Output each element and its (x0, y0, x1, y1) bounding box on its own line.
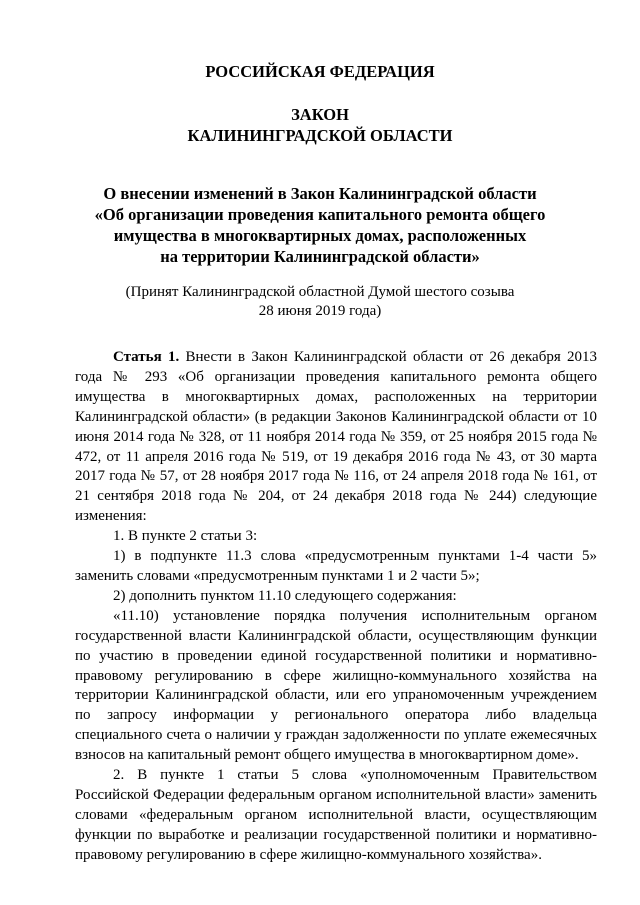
article-label: Статья 1. (113, 349, 180, 365)
article-1-text: Внести в Закон Калининградской области от 26 декабря 2013 года № 293 «Об организации проведения капитального ремонта общего имущества в многоквартирных домах, расположенных на территории Калининградской области» (в редакции Законов Калининградской области от 10 июня 2014 года № 328, от 11 ноября 2014 года № 359, от 25 ноября 2015 года № 472, от 11 апреля 2016 года № 519, от 19 декабря 2016 года № 43, от 30 марта 2017 года № 57, от 28 ноября 2017 года № 116, от 24 апреля 2018 года № 161, от 21 сентября 2018 года № 204, от 24 декабря 2018 года № 244) следующие изменения: (75, 349, 598, 525)
item-1-subitem-2: 2) дополнить пунктом 11.10 следующего содержания: (113, 587, 457, 604)
item-2-paragraph: 2. В пункте 1 статьи 5 слова «уполномоченным Правительством Российской Федерации федеральным органом исполнительной власти» заменить словами «федеральным органом исполнительной власти, осуществляющим функции по выработке и реализации государственной политики и нормативно-правовому регулированию в сфере жилищно-коммунального хозяйства». (75, 767, 597, 863)
law-title-line-4: на территории Калининградской области» (160, 247, 480, 266)
law-body (75, 348, 597, 866)
region-heading: КАЛИНИНГРАДСКОЙ ОБЛАСТИ (187, 126, 453, 145)
item-1-subitem-1: 1) в подпункте 11.3 слова «предусмотренным пунктами 1-4 части 5» заменить словами «предусмотренным пунктами 1 и 2 части 5»; (75, 548, 597, 584)
item-1-quoted-text: «11.10) установление порядка получения исполнительным органом государственной власти Калининградской области, осуществляющим функции по участию в проведении единой государственной политики и нормативно-правовому регулированию в сфере жилищно-коммунального хозяйства на территории Калининградской области, или его упраномоченным учреждением по запросу информации у регионального оператора либо владельца специального счета о наличии у граждан задолженности по уплате ежемесячных взносов на капитальный ремонт общего имущества в многоквартирном доме». (75, 607, 597, 764)
law-title-line-1: О внесении изменений в Закон Калининградской области (103, 184, 537, 203)
law-title-line-2: «Об организации проведения капитального ремонта общего (94, 205, 546, 224)
item-1-paragraph: 1. В пункте 2 статьи 3: (113, 528, 258, 545)
article-1-paragraph (75, 348, 597, 527)
adoption-note-line-1: (Принят Калининградской областной Думой шестого созыва (125, 284, 515, 300)
adoption-note-line-2: 28 июня 2019 года) (258, 303, 382, 319)
country-heading: РОССИЙСКАЯ ФЕДЕРАЦИЯ (205, 62, 435, 81)
law-heading: ЗАКОН (291, 105, 349, 124)
law-title-line-3: имущества в многоквартирных домах, расположенных (113, 226, 527, 245)
